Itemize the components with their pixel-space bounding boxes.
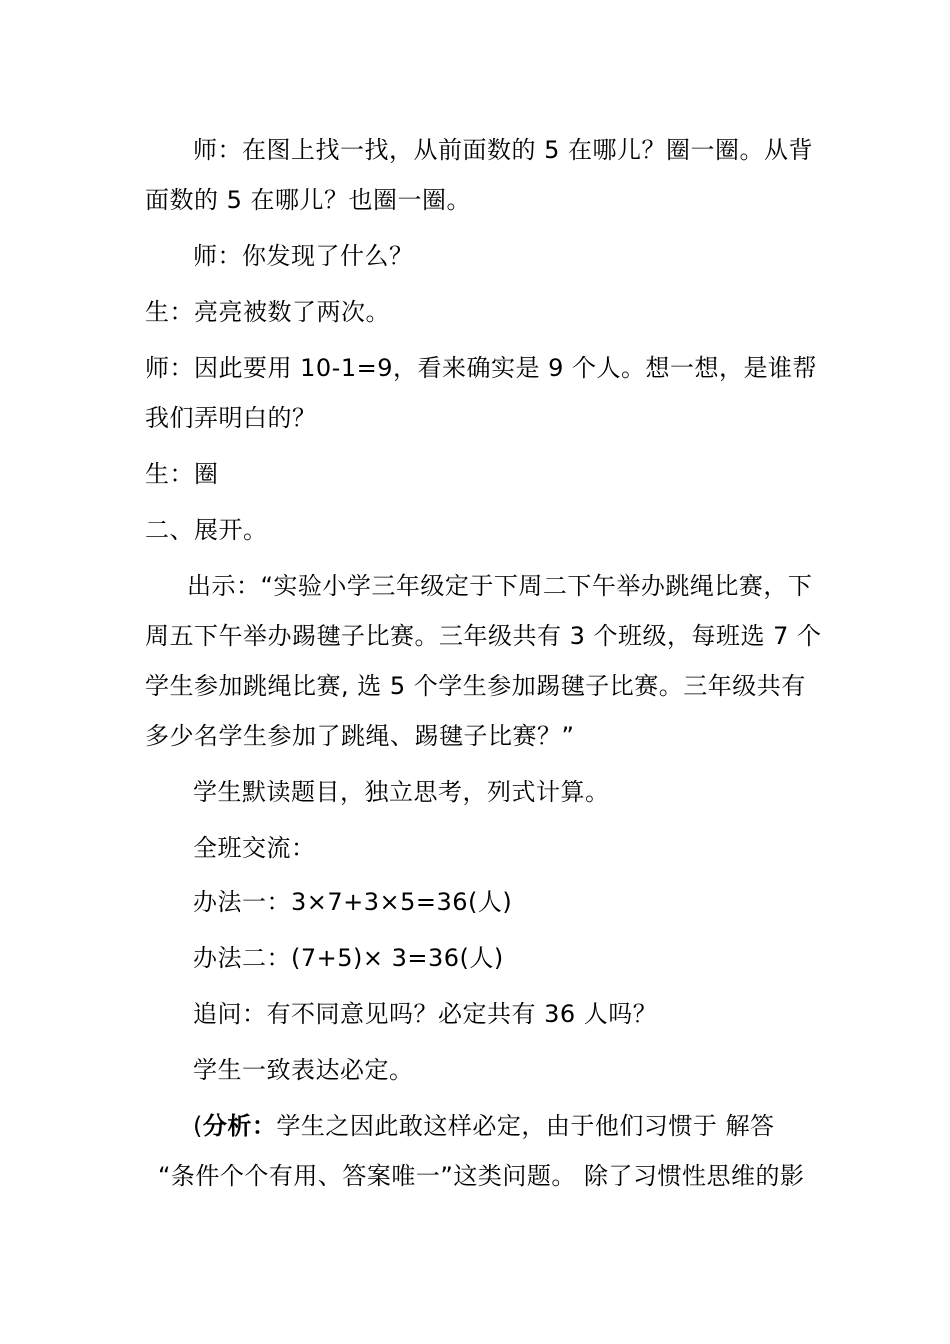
analysis-open-paren: ( bbox=[193, 1112, 203, 1140]
paragraph-line: 我们弄明白的？ bbox=[145, 404, 317, 432]
paragraph-line: 周五下午举办踢毽子比赛。三年级共有 3 个班级，每班选 7 个 bbox=[145, 622, 822, 650]
paragraph-line: 师：在图上找一找，从前面数的 5 在哪儿？圈一圈。从背 bbox=[193, 136, 814, 164]
paragraph-line: 面数的 5 在哪儿？也圈一圈。 bbox=[145, 186, 472, 214]
analysis-label: 分析： bbox=[202, 1112, 277, 1140]
paragraph-line: 追问：有不同意见吗？必定共有 36 人吗？ bbox=[193, 1000, 658, 1028]
section-heading: 二、展开。 bbox=[145, 516, 268, 544]
analysis-line bbox=[193, 1110, 775, 1142]
paragraph-line: 办法一：3×7+3×5=36(人) bbox=[193, 888, 513, 916]
paragraph-line: 出示：“实验小学三年级定于下周二下午举办跳绳比赛，下 bbox=[187, 572, 813, 600]
paragraph-line: 学生参加跳绳比赛, 选 5 个学生参加踢毽子比赛。三年级共有 bbox=[145, 672, 806, 700]
analysis-text: 学生之因此敢这样必定，由于他们习惯于 解答 bbox=[276, 1112, 775, 1140]
paragraph-line: 学生默读题目，独立思考，列式计算。 bbox=[193, 778, 610, 806]
paragraph-line: 多少名学生参加了跳绳、踢毽子比赛？” bbox=[145, 722, 575, 750]
paragraph-line: 生：亮亮被数了两次。 bbox=[145, 298, 390, 326]
paragraph-line: 师：因此要用 10-1=9，看来确实是 9 个人。想一想，是谁帮 bbox=[145, 354, 818, 382]
paragraph-line: 学生一致表达必定。 bbox=[193, 1056, 414, 1084]
paragraph-line: 全班交流： bbox=[193, 834, 316, 862]
paragraph-line: 办法二：(7+5)× 3=36(人) bbox=[193, 944, 504, 972]
paragraph-line: 师：你发现了什么？ bbox=[193, 242, 414, 270]
paragraph-line: 生：圈 bbox=[145, 460, 219, 488]
paragraph-line: “条件个个有用、答案唯一”这类问题。 除了习惯性思维的影 bbox=[158, 1162, 805, 1190]
